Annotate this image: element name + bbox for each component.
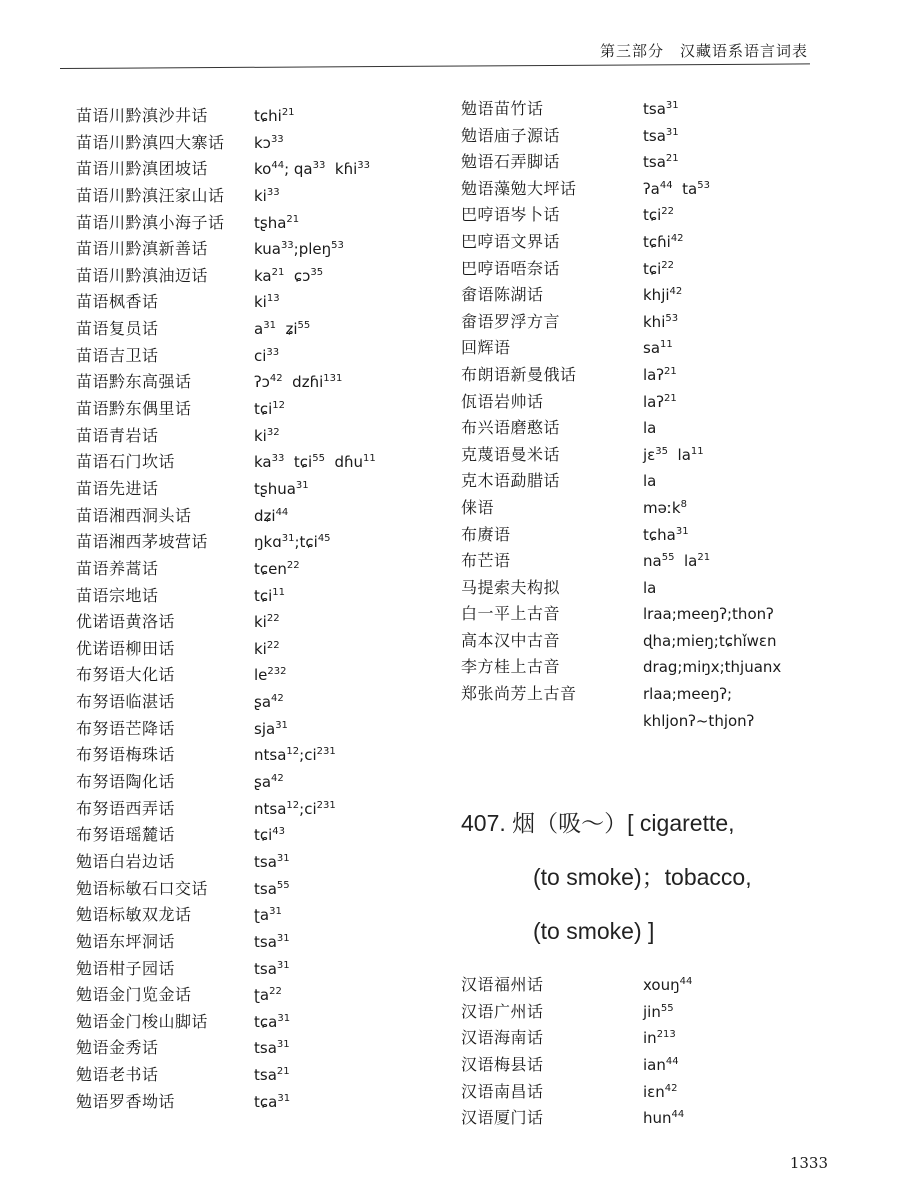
phonetic-form: drag;miŋx;thjuanx [643,658,782,677]
entry-row [461,522,831,549]
language-name: 勉语金秀话 [76,1038,159,1058]
language-name: 苗语湘西茅坡营话 [76,532,209,552]
entry-row [461,654,831,681]
language-name: 苗语川黔滇沙井话 [76,106,209,125]
language-name: 苗语青岩话 [76,425,159,445]
left-column [76,103,436,1115]
entry-row [76,1062,436,1089]
phonetic-form: laʔ$^{21}$ [643,365,677,384]
entry-row [461,176,831,203]
language-name: 郑张尚芳上古音 [461,684,577,704]
language-name: 勉语柑子园话 [76,958,176,978]
entry-row [461,123,831,150]
entry-row [461,468,831,495]
entry-row [461,1025,831,1052]
language-name: 苗语川黔滇团坡话 [76,159,209,179]
phonetic-form: tɕi$^{43}$ [254,826,286,845]
phonetic-form: $ki^{13}$ [254,293,280,312]
entry-row [76,130,436,157]
running-header: 第三部分 汉藏语系语言词表 [599,42,808,60]
phonetic-form: tʂhua$^{31}$ [254,479,309,498]
language-name: 汉语广州话 [461,1001,544,1021]
language-name: 勉语藻勉大坪话 [461,178,577,198]
phonetic-form: ʔa$^{44}$ $ta^{53}$ [643,179,710,198]
language-name: 苗语宗地话 [76,585,159,605]
phonetic-form: $ntsa^{12};ci^{231}$ [254,746,336,765]
phonetic-form: tsa$^{31}$ [254,959,290,978]
header-rule [60,63,810,69]
phonetic-form: tɕha$^{31}$ [643,525,689,544]
entry-row [76,849,436,876]
entry-row [76,529,436,556]
phonetic-form: tʂha$^{21}$ [254,213,300,232]
entry-row [461,601,831,628]
phonetic-form: məːk$^8$ [643,498,687,517]
language-name: 苗语川黔滇小海子话 [76,212,225,232]
phonetic-form: ɖha;mieŋ;tɕhǐwɛn [643,631,777,650]
entry-row [76,956,436,983]
phonetic-form: $ki^{32}$ [254,426,280,445]
phonetic-form: $ko^{44}$; $qa^{33}$ kɦi$^{33}$ [254,160,370,179]
language-name: 苗语川黔滇汪家山话 [76,185,225,205]
language-name: 布努语陶化话 [76,772,176,792]
phonetic-form: ʂa$^{42}$ [254,693,284,712]
entry-row [461,229,831,256]
entry-row [76,316,436,343]
entry-row [76,1009,436,1036]
language-name: 优诺语柳田话 [76,638,176,658]
language-name: 巴哼语唔奈话 [461,258,561,278]
language-name: 勉语金门览金话 [76,985,192,1005]
language-name: 布努语临湛话 [76,692,176,712]
language-name: 汉语南昌话 [461,1081,544,1101]
language-name: 勉语苗竹话 [461,99,544,118]
entry-row [76,343,436,370]
entry-row [76,636,436,663]
entry-row [461,149,831,176]
phonetic-form: tsa$^{31}$ [643,126,679,145]
language-name: 克蔑语曼米话 [461,444,561,464]
phonetic-form: dʑi$^{44}$ [254,506,289,525]
phonetic-form: $in^{213}$ [643,1029,676,1048]
language-name: 勉语金门梭山脚话 [76,1011,209,1031]
phonetic-form: tsa$^{31}$ [643,100,679,118]
entry-row [461,1052,831,1079]
section-heading-line-1: 407. 烟（吸～）[ cigarette, [461,810,735,837]
phonetic-form: tsa$^{31}$ [254,852,290,871]
phonetic-form: $ki^{22}$ [254,613,280,632]
phonetic-form: tsa$^{55}$ [254,879,290,898]
entry-row [76,982,436,1009]
language-name: 勉语东坪洞话 [76,931,176,951]
language-name: 布芒语 [461,551,511,571]
entry-row [76,556,436,583]
phonetic-form: tɕi$^{11}$ [254,586,286,605]
language-name: 高本汉中古音 [461,630,561,650]
entry-row [461,681,831,708]
phonetic-form: ʈa$^{22}$ [254,986,282,1005]
section-entry-list [461,972,831,1132]
language-name: 苗语黔东偶里话 [76,399,192,419]
language-name: 勉语白岩边话 [76,851,176,871]
phonetic-form: sja$^{31}$ [254,719,288,738]
phonetic-form: ʔɔ$^{42}$ dzɦi$^{131}$ [254,373,343,392]
phonetic-form: tsa$^{31}$ [254,932,290,951]
phonetic-form: tɕɦi$^{42}$ [643,232,684,251]
phonetic-form: $na^{55}$ $la^{21}$ [643,552,711,571]
entry-row [461,708,831,735]
phonetic-form: hun$^{44}$ [643,1109,685,1128]
language-name: 苗语川黔滇油迈话 [76,265,209,285]
entry-row [76,929,436,956]
entry-row [461,335,831,362]
right-entry-list [461,96,831,734]
language-name: 布兴语磨憨话 [461,418,561,438]
language-name: 布努语大化话 [76,665,176,685]
phonetic-form: tsa$^{21}$ [643,153,679,172]
entry-row [461,442,831,469]
entry-row [461,362,831,389]
phonetic-form: khi$^{53}$ [643,312,679,331]
phonetic-form: $ntsa^{12};ci^{231}$ [254,799,336,818]
phonetic-form: khji$^{42}$ [643,286,683,305]
phonetic-form: rlaa;meeŋʔ; [643,685,733,704]
entry-row [76,476,436,503]
language-name: 汉语海南话 [461,1028,544,1048]
entry-row [76,396,436,423]
entry-row [76,902,436,929]
language-name: 巴哼语文界话 [461,231,561,251]
language-name: 苗语吉卫话 [76,345,159,365]
phonetic-form: ʂa$^{42}$ [254,773,284,792]
language-name: 苗语先进话 [76,478,159,498]
section-heading [461,796,831,958]
language-name: 马提索夫构拟 [461,577,561,597]
language-name: 布赓语 [461,524,511,544]
language-name: 克木语勐腊话 [461,471,561,491]
phonetic-form: la [643,472,657,491]
entry-row [76,156,436,183]
language-name: 勉语庙子源话 [461,125,561,145]
phonetic-form: tsa$^{21}$ [254,1066,290,1085]
language-name: 勉语老书话 [76,1065,159,1085]
phonetic-form: la [643,419,657,438]
language-name: 苗语枫香话 [76,292,159,312]
entry-row [76,449,436,476]
entry-row [76,103,436,130]
language-name: 苗语复员话 [76,319,159,339]
section-heading-line-2: (to smoke)；tobacco, [533,864,752,891]
entry-row [461,548,831,575]
language-name: 李方桂上古音 [461,657,561,677]
entry-row [76,716,436,743]
phonetic-form: ian$^{44}$ [643,1056,679,1075]
entry-row [461,202,831,229]
phonetic-form: iɛn$^{42}$ [643,1082,678,1101]
language-name: 勉语罗香坳话 [76,1091,176,1111]
language-name: 汉语福州话 [461,975,544,995]
language-name: 巴哼语岑卜话 [461,205,561,225]
phonetic-form: xouŋ$^{44}$ [643,976,693,995]
phonetic-form: $ka^{33}$ tɕi$^{55}$ dɦu$^{11}$ [254,453,376,472]
entry-row [461,96,831,123]
language-name: 白一平上古音 [461,604,561,624]
entry-row [461,628,831,655]
entry-row [76,369,436,396]
language-name: 苗语川黔滇四大寨话 [76,132,225,152]
phonetic-form: tɕi$^{12}$ [254,400,286,419]
entry-row [76,796,436,823]
phonetic-form: kɔ$^{33}$ [254,133,284,152]
language-name: 布朗语新曼俄话 [461,364,577,384]
entry-row [76,423,436,450]
entry-row [461,389,831,416]
phonetic-form: $ka^{21}$ ɕɔ$^{35}$ [254,266,324,285]
phonetic-form: lraa;meeŋʔ;thonʔ [643,605,774,624]
phonetic-form: ŋkɑ$^{31}$;tɕi$^{45}$ [254,533,331,552]
language-name: 佤语岩帅话 [461,391,544,411]
entry-row [76,876,436,903]
entry-row [76,1089,436,1116]
phonetic-form: ʈa$^{31}$ [254,906,282,925]
entry-row [461,1079,831,1106]
phonetic-form: tɕhi$^{21}$ [254,107,295,125]
right-column [461,96,831,1132]
phonetic-form: khljonʔ~thjonʔ [643,711,755,730]
language-name: 优诺语黄洛话 [76,612,176,632]
phonetic-form: tɕi$^{22}$ [643,206,675,225]
entry-row [76,662,436,689]
language-name: 回辉语 [461,338,511,358]
phonetic-form: $ki^{33}$ [254,186,280,205]
phonetic-form: kua$^{33}$;pleŋ$^{53}$ [254,240,344,259]
entry-row [76,583,436,610]
entry-row [461,415,831,442]
phonetic-form: $ci^{33}$ [254,346,280,365]
entry-row [76,822,436,849]
language-name: 苗语湘西洞头话 [76,505,192,525]
language-name: 汉语厦门话 [461,1108,544,1128]
entry-row [461,282,831,309]
entry-row [76,742,436,769]
entry-row [461,256,831,283]
entry-row [461,1105,831,1132]
phonetic-form: laʔ$^{21}$ [643,392,677,411]
entry-row [461,972,831,999]
language-name: 汉语梅县话 [461,1055,544,1075]
language-name: 勉语石弄脚话 [461,152,561,172]
language-name: 俫语 [461,497,495,517]
entry-row [461,999,831,1026]
phonetic-form: $a^{31}$ ʑi$^{55}$ [254,320,311,339]
entry-row [76,1035,436,1062]
language-name: 布努语芒降话 [76,718,176,738]
language-name: 苗语黔东高强话 [76,372,192,392]
entry-row [76,609,436,636]
language-name: 勉语标敏双龙话 [76,905,192,925]
language-name: 苗语养蒿话 [76,558,159,578]
phonetic-form: jin$^{55}$ [643,1002,674,1021]
entry-row [76,183,436,210]
phonetic-form: tɕi$^{22}$ [643,259,675,278]
language-name: 苗语川黔滇新善话 [76,239,209,259]
phonetic-form: tɕen$^{22}$ [254,559,300,578]
entry-row [76,769,436,796]
phonetic-form: $ki^{22}$ [254,639,280,658]
entry-row [461,309,831,336]
entry-row [76,236,436,263]
language-name: 苗语石门坎话 [76,452,176,472]
language-name: 勉语标敏石口交话 [76,878,209,898]
entry-row [76,689,436,716]
entry-row [76,289,436,316]
phonetic-form: tɕa$^{31}$ [254,1012,291,1031]
phonetic-form: tɕa$^{31}$ [254,1092,291,1111]
language-name: 布努语西弄话 [76,798,176,818]
entry-row [76,263,436,290]
language-name: 布努语瑶麓话 [76,825,176,845]
phonetic-form: $le^{232}$ [254,666,287,685]
phonetic-form: la [643,578,657,597]
phonetic-form: tsa$^{31}$ [254,1039,290,1058]
entry-row [76,503,436,530]
language-name: 畲语罗浮方言 [461,311,561,331]
phonetic-form: $sa^{11}$ [643,339,673,358]
language-name: 畲语陈湖话 [461,285,544,305]
entry-row [461,575,831,602]
section-heading-line-3: (to smoke) ] [533,918,655,945]
entry-row [76,210,436,237]
entry-row [461,495,831,522]
phonetic-form: jɛ$^{35}$ $la^{11}$ [643,445,704,464]
language-name: 布努语梅珠话 [76,745,176,765]
page-number: 1333 [789,1154,828,1172]
